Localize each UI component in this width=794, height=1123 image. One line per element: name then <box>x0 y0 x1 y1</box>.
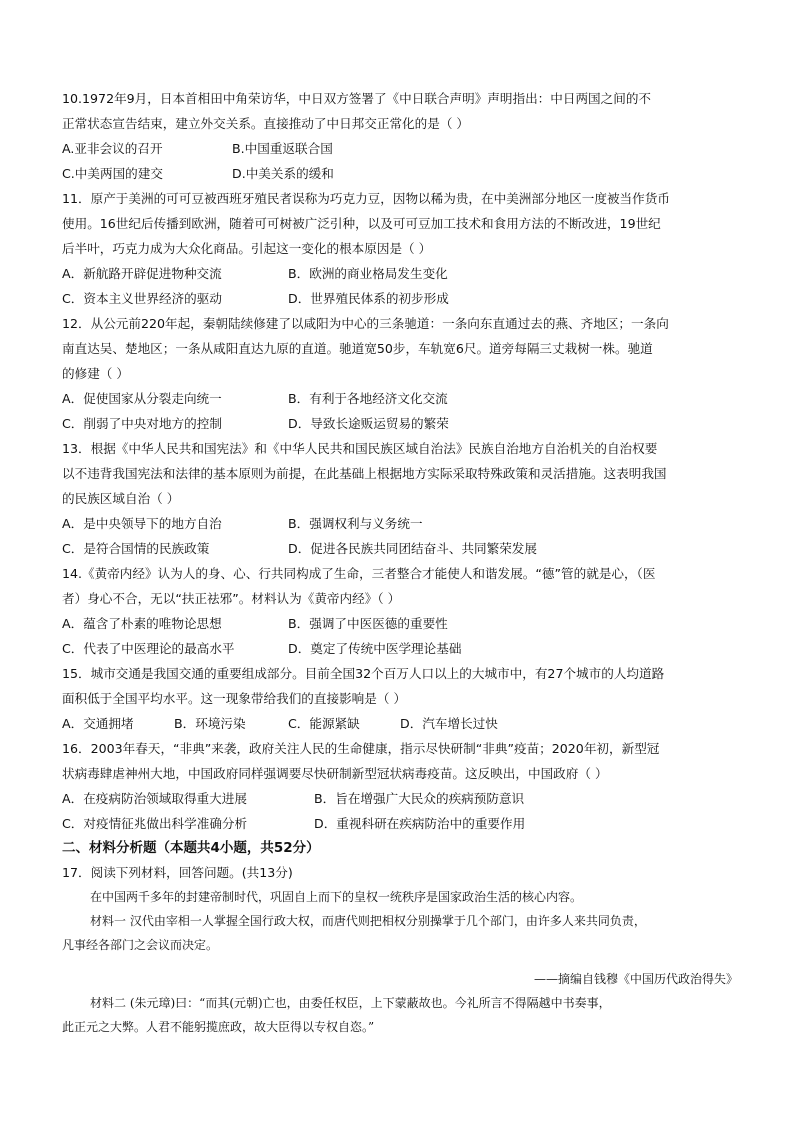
option-a: A．新航路开辟促进物种交流 <box>62 266 222 281</box>
question-stem-line: 南直达吴、楚地区；一条从咸阳直达九原的直道。驰道宽50步，车轨宽6尺。道旁每隔三丈栽树一株。驰道 <box>62 341 653 356</box>
option-c: C．能源紧缺 <box>288 716 360 731</box>
options-row <box>62 161 738 186</box>
options-row <box>62 511 738 536</box>
material-one-source: ——摘编自钱穆《中国历代政治得失》 <box>533 972 738 986</box>
option-b: B.中国重返联合国 <box>232 141 333 156</box>
option-a: A．交通拥堵 <box>62 716 134 731</box>
option-a: A.亚非会议的召开 <box>62 141 163 156</box>
option-c: C.中美两国的建交 <box>62 166 163 181</box>
material-two-line: 材料二 (朱元璋)曰：“而其(元朝)亡也，由委任权臣，上下蒙蔽故也。今礼所言不得隔越中书奏事， <box>90 996 611 1010</box>
question-11 <box>62 186 738 311</box>
question-15 <box>62 661 738 736</box>
options-row <box>62 286 738 311</box>
options-row <box>62 711 738 736</box>
section-title: 二、材料分析题（本题共4小题，共52分） <box>62 840 320 856</box>
options-row <box>62 636 738 661</box>
option-a: A．在疫病防治领域取得重大进展 <box>62 791 247 806</box>
option-d: D．世界殖民体系的初步形成 <box>288 291 449 306</box>
material-intro: 在中国两千多年的封建帝制时代，巩固自上而下的皇权一统秩序是国家政治生活的核心内容。 <box>90 890 583 904</box>
option-d: D．重视科研在疾病防治中的重要作用 <box>314 816 526 831</box>
option-b: B．欧洲的商业格局发生变化 <box>288 266 448 281</box>
question-stem-line: 的民族区域自治（ ） <box>62 491 180 506</box>
question-17-materials <box>62 885 738 1039</box>
question-stem-line: 的修建（ ） <box>62 366 129 381</box>
options-row <box>62 386 738 411</box>
option-a: A．蕴含了朴素的唯物论思想 <box>62 616 222 631</box>
option-c: C．对疫情征兆做出科学准确分析 <box>62 816 248 831</box>
options-row <box>62 261 738 286</box>
question-stem-line: 11．原产于美洲的可可豆被西班牙殖民者误称为巧克力豆，因物以稀为贵，在中美洲部分地区一度被当作货币 <box>62 191 670 206</box>
option-b: B．有利于各地经济文化交流 <box>288 391 448 406</box>
question-12 <box>62 311 738 436</box>
question-stem-line: 面积低于全国平均水平。这一现象带给我们的直接影响是（ ） <box>62 691 407 706</box>
question-stem-line: 使用。16世纪后传播到欧洲，随着可可树被广泛引种，以及可可豆加工技术和食用方法的不断改进，19世纪 <box>62 216 661 231</box>
option-b: B．强调了中医医德的重要性 <box>288 616 448 631</box>
option-c: C．是符合国情的民族政策 <box>62 541 210 556</box>
options-row <box>62 611 738 636</box>
question-stem-line: 15．城市交通是我国交通的重要组成部分。目前全国32个百万人口以上的大城市中，有27个城市的人均道路 <box>62 666 665 681</box>
question-13 <box>62 436 738 561</box>
material-two-line: 此正元之大弊。人君不能躬揽庶政，故大臣得以专权自恣。” <box>62 1020 375 1034</box>
option-d: D．汽车增长过快 <box>400 716 498 731</box>
option-b: B．强调权利与义务统一 <box>288 516 423 531</box>
question-stem-line: 正常状态宣告结束，建立外交关系。直接推动了中日邦交正常化的是（ ） <box>62 116 470 131</box>
option-d: D．促进各民族共同团结奋斗、共同繁荣发展 <box>288 541 537 556</box>
question-stem-line: 17．阅读下列材料，回答问题。(共13分) <box>62 865 293 880</box>
option-a: A．促使国家从分裂走向统一 <box>62 391 222 406</box>
options-row <box>62 536 738 561</box>
option-b: B．环境污染 <box>174 716 246 731</box>
option-d: D.中美关系的缓和 <box>232 166 334 181</box>
question-16 <box>62 736 738 836</box>
option-c: C．削弱了中央对地方的控制 <box>62 416 222 431</box>
options-row <box>62 811 738 836</box>
option-c: C．代表了中医理论的最高水平 <box>62 641 235 656</box>
material-one-line: 凡事经各部门之会议而决定。 <box>62 938 219 952</box>
material-one-line: 材料一 汉代由宰相一人掌握全国行政大权，而唐代则把相权分别操掌于几个部门，由许多人来共同负责， <box>90 914 646 928</box>
option-a: A．是中央领导下的地方自治 <box>62 516 222 531</box>
option-b: B．旨在增强广大民众的疾病预防意识 <box>314 791 525 806</box>
question-stem-line: 16．2003年春天，“非典”来袭，政府关注人民的生命健康，指示尽快研制“非典”疫苗；2020年初，新型冠 <box>62 741 660 756</box>
question-stem-line: 14.《黄帝内经》认为人的身、心、行共同构成了生命，三者整合才能使人和谐发展。“德”管的就是心，（医 <box>62 566 656 581</box>
options-row <box>62 411 738 436</box>
question-stem-line: 后半叶，巧克力成为大众化商品。引起这一变化的根本原因是（ ） <box>62 241 432 256</box>
question-stem-line: 10.1972年9月，日本首相田中角荣访华，中日双方签署了《中日联合声明》声明指出：中日两国之间的不 <box>62 91 652 106</box>
question-stem-line: 13．根据《中华人民共和国宪法》和《中华人民共和国民族区域自治法》民族自治地方自治机关的自治权要 <box>62 441 658 456</box>
question-stem-line: 状病毒肆虐神州大地，中国政府同样强调要尽快研制新型冠状病毒疫苗。这反映出，中国政府（ ） <box>62 766 608 781</box>
question-stem-line: 以不违背我国宪法和法律的基本原则为前提，在此基础上根据地方实际采取特殊政策和灵活措施。这表明我国 <box>62 466 667 481</box>
question-14 <box>62 561 738 661</box>
option-d: D．导致长途贩运贸易的繁荣 <box>288 416 449 431</box>
option-d: D．奠定了传统中医学理论基础 <box>288 641 462 656</box>
question-10 <box>62 86 738 186</box>
question-stem-line: 12．从公元前220年起，秦朝陆续修建了以咸阳为中心的三条驰道：一条向东直通过去的燕、齐地区；一条向 <box>62 316 669 331</box>
question-17-stem <box>62 860 738 885</box>
options-row <box>62 136 738 161</box>
question-stem-line: 者）身心不合，无以“扶正祛邪”。材料认为《黄帝内经》（ ） <box>62 591 401 606</box>
options-row <box>62 786 738 811</box>
option-c: C．资本主义世界经济的驱动 <box>62 291 222 306</box>
